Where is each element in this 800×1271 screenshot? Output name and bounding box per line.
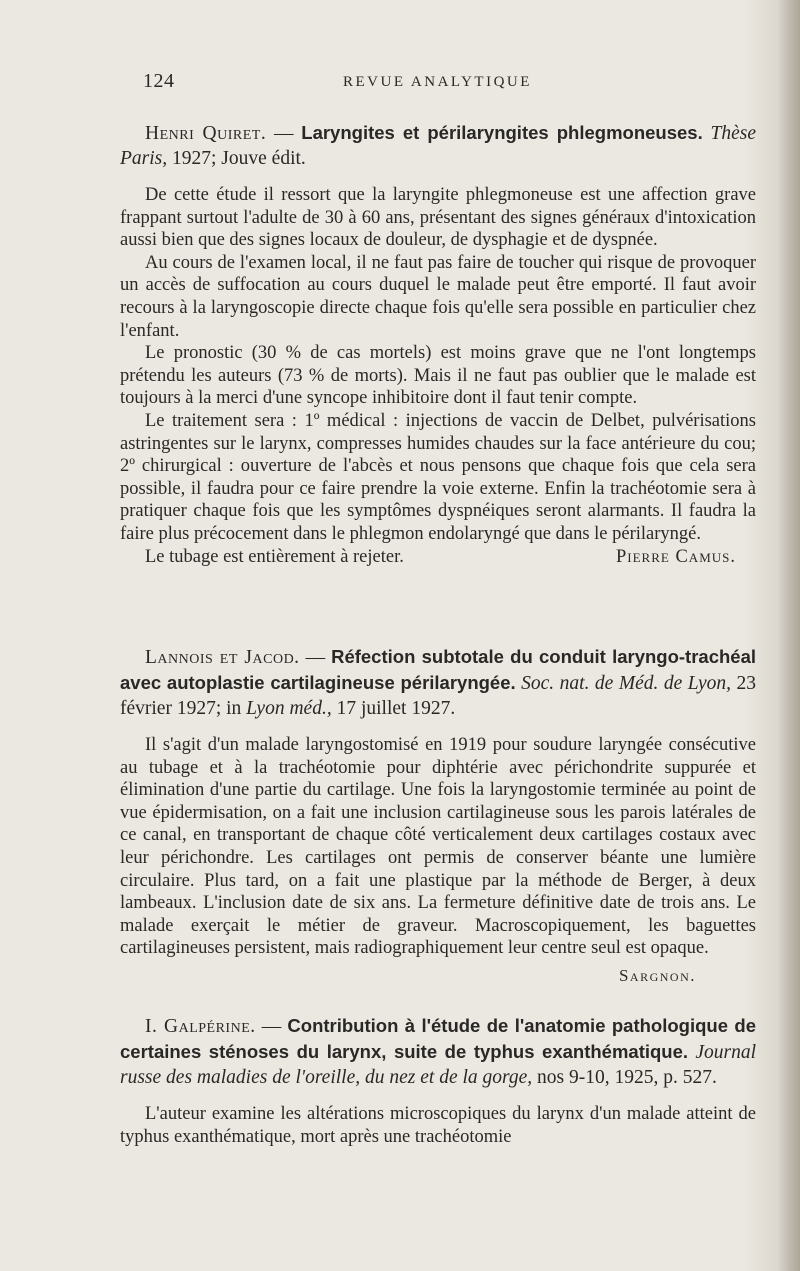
article-source: Journal russe des maladies de l'oreille, du nez et de la gorge, [120, 1042, 756, 1088]
heading-dash: — [266, 123, 302, 144]
page-number: 124 [143, 70, 175, 92]
article-source: Thèse Paris, [120, 123, 756, 169]
article-quiret [120, 120, 756, 568]
article-title: Contribution à l'étude de l'anatomie pathologique de certaines sténoses du larynx, suite de typhus exanthématique. [120, 1015, 756, 1062]
running-title: REVUE ANALYTIQUE [343, 74, 532, 90]
article-body [120, 184, 756, 568]
article-title: Réfection subtotale du conduit laryngo-trachéal avec autoplastie cartilagineuse périlaryngée. [120, 646, 757, 693]
article-details-2: 17 juillet 1927. [331, 698, 456, 719]
paragraph: L'auteur examine les altérations microscopiques du larynx d'un malade atteint de typhus exanthématique, mort après une trachéotomie [120, 1104, 756, 1147]
article-body [120, 1103, 756, 1148]
article-heading [120, 120, 756, 171]
closing-text: Le tubage est entièrement à rejeter. [145, 546, 404, 567]
paragraph: De cette étude il ressort que la laryngite phlegmoneuse est une affection grave frappant surtout l'adulte de 30 à 60 ans, présentant des signes généraux d'intoxication aussi bien que des signes locaux de douleur, de dysphagie et de dyspnée. [120, 185, 756, 251]
page-spine-shadow [778, 0, 800, 1271]
closing-line [120, 546, 756, 569]
article-signature: Sargnon. [618, 965, 696, 985]
article-details: 23 février 1927; in [120, 673, 757, 719]
article-details: 1927; Jouve édit. [167, 148, 306, 169]
article-body [120, 734, 756, 960]
article-author: Henri Quiret. [145, 123, 267, 144]
article-galperine [120, 1013, 756, 1148]
article-signature: Pierre Camus. [616, 546, 736, 567]
article-details: nos 9-10, 1925, p. 527. [532, 1067, 717, 1088]
paragraph: Le pronostic (30 % de cas mortels) est moins grave que ne l'ont longtemps prétendu les auteurs (73 % de morts). Mais il ne faut pas oublier que le malade est toujours à la merci d'une syncope inhibitoire dont il faut tenir compte. [120, 343, 756, 409]
heading-dash: — [255, 1016, 288, 1037]
article-author: Lannois et Jacod. [145, 647, 300, 668]
heading-dash: — [299, 647, 332, 668]
paragraph: Le traitement sera : 1º médical : injections de vaccin de Delbet, pulvérisations astringentes sur le larynx, compresses humides chaudes sur la face antérieure du cou; 2º chirurgical : ouverture de l'abcès et nous pensons que chaque fois que cela sera possible, il faudra pour ce faire prendre la voie externe. Enfin la trachéotomie sera à pratiquer chaque fois que les symptômes dyspnéiques seront alarmants. Il faudra la faire plus précocement dans le phlegmon endolaryngé que dans le périlaryngé. [120, 410, 756, 544]
article-heading [120, 644, 756, 721]
article-title: Laryngites et périlaryngites phlegmoneuses. [301, 122, 703, 143]
paragraph: Il s'agit d'un malade laryngostomisé en 1919 pour soudure laryngée consécutive au tubage et à la trachéotomie pour diphtérie avec périchondrite suppurée et élimination d'une partie du cartilage. Une fois la laryngostomie terminée au point de vue épidermisation, on a fait une inclusion cartilagineuse sous les parois latérales de ce canal, en transportant de chaque côté verticalement deux cartilages costaux avec leur périchondre. Les cartilages ont permis de conserver béante une lumière circulaire. Plus tard, on a fait une plastique par la méthode de Berger, à deux lambeaux. L'inclusion date de six ans. La fermeture définitive date de trois ans. Le malade exerçait le métier de graveur. Macroscopiquement, les baguettes cartilagineuses persistent, mais radiographiquement leur centre seul est opaque. [120, 735, 756, 959]
article-source: Soc. nat. de Méd. de Lyon, [515, 673, 732, 694]
article-heading [120, 1013, 756, 1090]
article-lannois-jacod [120, 644, 756, 986]
paragraph: Au cours de l'examen local, il ne faut pas faire de toucher qui risque de provoquer un accès de suffocation au cours duquel le malade peut être emporté. Il faut avoir recours à la laryngoscopie directe chaque fois qu'elle sera possible en particulier chez l'enfant. [120, 252, 756, 341]
article-author: I. Galpérine. [145, 1016, 256, 1037]
page-header [143, 70, 753, 98]
article-source-2: Lyon méd., [246, 698, 332, 719]
